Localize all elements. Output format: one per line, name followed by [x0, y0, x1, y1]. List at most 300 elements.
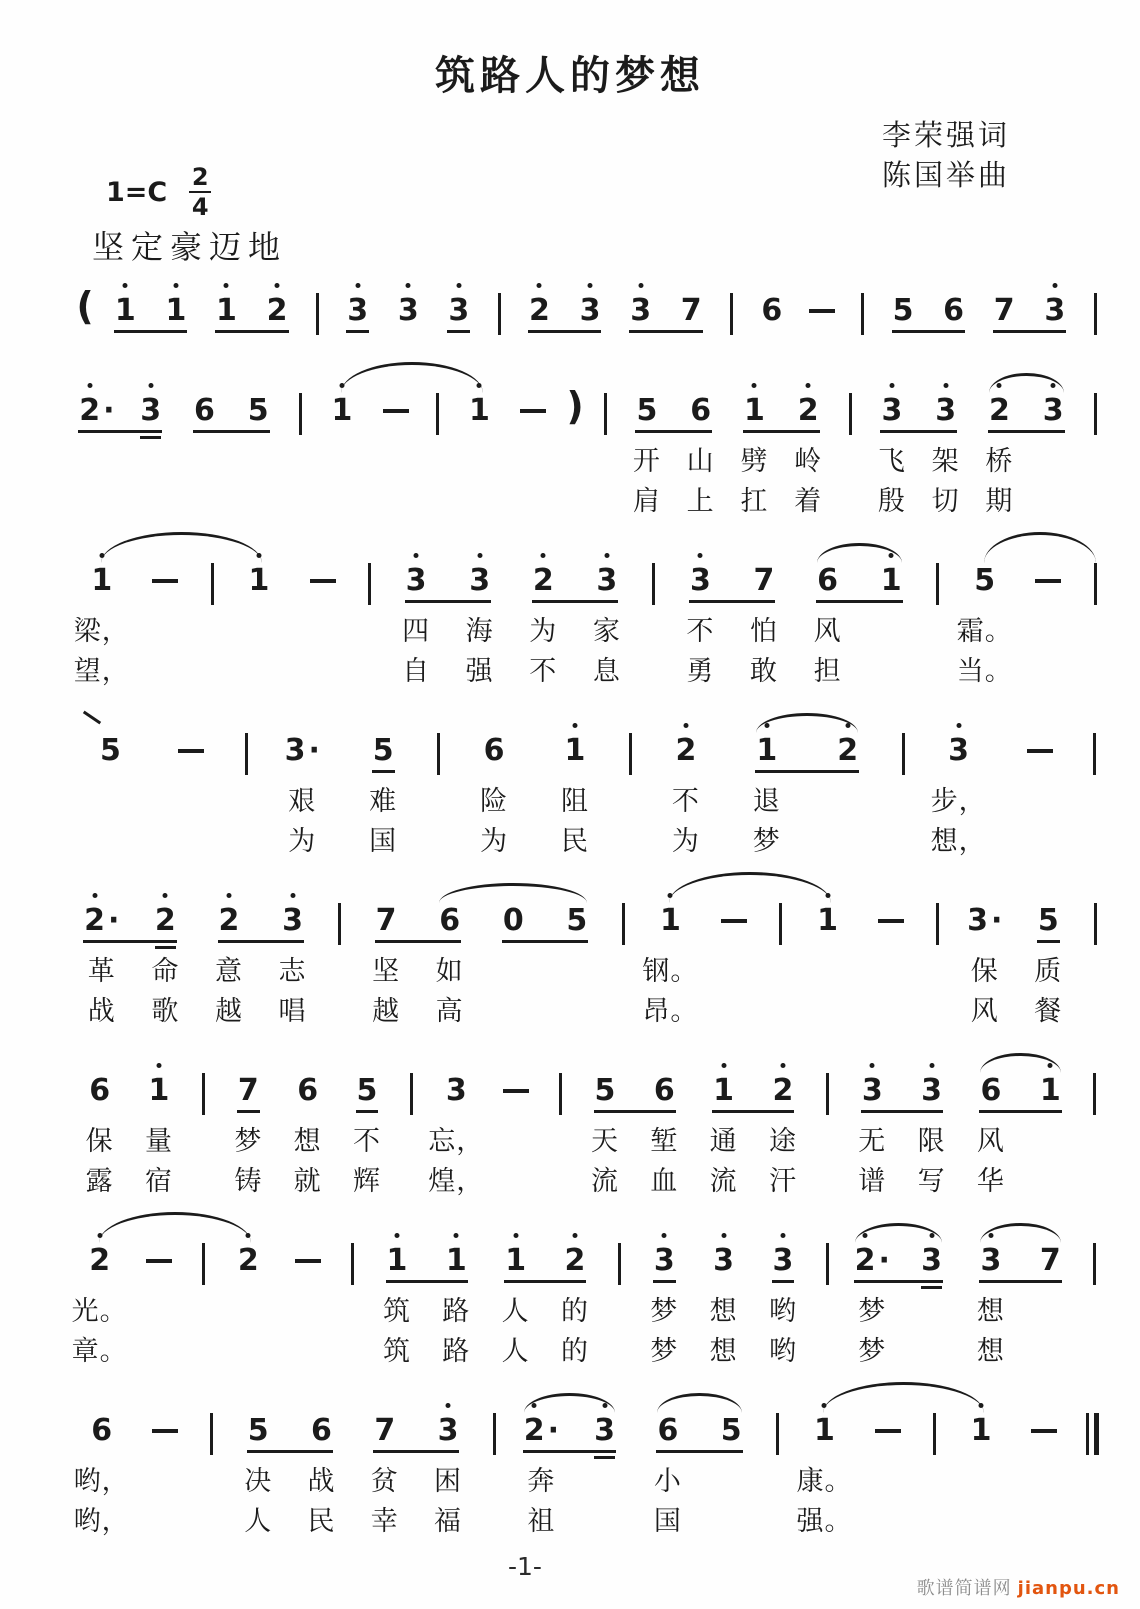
note-cell	[70, 1048, 129, 1200]
barline	[609, 878, 639, 945]
barline	[197, 1388, 227, 1455]
beam-underline	[532, 600, 618, 603]
final-barline-stroke	[1094, 1413, 1099, 1455]
lyric-verse2: 煌，	[428, 1166, 485, 1196]
note-cell	[353, 1388, 416, 1540]
lyric-verse2: 的	[560, 1336, 589, 1366]
lyric-verse1: 无	[858, 1126, 887, 1156]
note-digit: 6	[657, 1413, 679, 1448]
note-cell	[384, 538, 448, 690]
barline-lines	[338, 878, 341, 945]
beam-underline	[523, 1450, 616, 1453]
barline-lines	[498, 268, 501, 335]
lyric-verse1: 哟	[768, 1296, 797, 1326]
lyric-verse2: 铸	[234, 1166, 263, 1196]
lyric-verse1: 决	[244, 1466, 273, 1496]
note-cell	[918, 708, 999, 860]
lyric-verse1: 保	[970, 956, 999, 986]
barline-stroke	[629, 733, 632, 775]
lyric-verse2: 战	[87, 996, 116, 1026]
lyric-verse2: 想，	[930, 826, 987, 856]
lyric-verse1: 霜。	[956, 616, 1013, 646]
note-cell	[354, 878, 418, 1030]
score-line	[70, 1388, 1110, 1540]
lyric-verse1: 不	[686, 616, 715, 646]
note-cell	[728, 368, 782, 520]
note-digit: 1	[331, 393, 353, 428]
note-digit: 6	[761, 293, 783, 328]
lyric-verse2: 民	[307, 1506, 336, 1536]
note-cell	[694, 1048, 753, 1200]
duration-dash-cell	[151, 708, 232, 753]
barline-stroke	[1093, 1073, 1096, 1115]
augmentation-dot: ·	[108, 903, 120, 938]
note-digit: 3	[948, 733, 970, 768]
lyric-verse2: 切	[931, 486, 960, 516]
lyric-verse1: 想	[709, 1296, 738, 1326]
note-digit: 5	[636, 393, 658, 428]
note-cell	[343, 708, 424, 860]
note-digit: 7	[1039, 1243, 1061, 1278]
note-cell	[454, 708, 535, 860]
slur-tie-arc	[669, 872, 830, 903]
slur-tie-arc	[823, 1382, 984, 1413]
lyric-verse2: 敢	[749, 656, 778, 686]
note-digit: 6	[980, 1073, 1002, 1108]
beam-underline	[114, 330, 187, 333]
barline-stroke	[202, 1243, 205, 1285]
beam-underline	[653, 1280, 676, 1283]
lyric-verse2: 想	[976, 1336, 1005, 1366]
lyric-verse1: 限	[917, 1126, 946, 1156]
augmentation-dot: ·	[308, 733, 320, 768]
beam-underline-sixteenth	[140, 436, 161, 439]
barline	[848, 268, 878, 335]
lyric-verse1: 命	[151, 956, 180, 986]
beam-underline	[78, 430, 162, 433]
beam-underline	[447, 330, 470, 333]
barline-lines	[1094, 268, 1097, 335]
barline-lines	[1094, 368, 1097, 435]
barline	[545, 1048, 575, 1115]
note-cell	[383, 268, 434, 340]
barline-lines	[202, 1048, 205, 1115]
note-digit: 6	[483, 733, 505, 768]
lyric-verse1: 天	[590, 1126, 619, 1156]
note-cell	[669, 538, 733, 690]
duration-dash	[875, 1429, 901, 1433]
note-glyph	[675, 708, 696, 780]
barline-stroke	[436, 393, 439, 435]
beam-underline	[386, 1280, 468, 1283]
key-signature: 1=C	[106, 176, 168, 208]
note-digit: 2	[837, 733, 859, 768]
lyric-verse1: 风	[976, 1126, 1005, 1156]
lyric-verse2: 哟	[768, 1336, 797, 1366]
duration-dash	[383, 409, 409, 413]
barline-stroke	[826, 1243, 829, 1285]
page-number: -1-	[508, 1552, 542, 1581]
barline-lines	[1093, 708, 1096, 775]
lyric-verse2: 流	[590, 1166, 619, 1196]
note-digit: 1	[743, 393, 765, 428]
note-digit: 3	[596, 563, 618, 598]
note-cell	[290, 1388, 353, 1540]
note-digit: 2	[237, 1243, 259, 1278]
note-cell	[337, 1048, 396, 1200]
barline-stroke	[779, 903, 782, 945]
note-cell	[902, 1048, 961, 1200]
note-glyph	[948, 708, 969, 780]
lyric-verse2: 人	[501, 1336, 530, 1366]
barline-lines	[849, 368, 852, 435]
barline-stroke	[210, 1413, 213, 1455]
beam-underline	[988, 430, 1065, 433]
barline-stroke	[936, 903, 939, 945]
lyric-verse2: 血	[650, 1166, 679, 1196]
note-cell	[486, 1218, 545, 1370]
lyric-verse2: 幸	[370, 1506, 399, 1536]
lyric-verse2: 高	[435, 996, 464, 1026]
note-digit: 2	[988, 393, 1010, 428]
rest-digit: 0	[502, 903, 524, 938]
note-digit: 5	[892, 293, 914, 328]
barline-stroke	[776, 1413, 779, 1455]
duration-dash	[295, 1259, 321, 1263]
barline	[888, 708, 918, 775]
lyric-verse1: 的	[560, 1296, 589, 1326]
barline-lines	[299, 368, 302, 435]
note-glyph	[967, 878, 1002, 950]
beam-underline	[504, 1280, 586, 1283]
note-cell	[620, 368, 674, 520]
note-cell	[261, 878, 325, 1030]
lyric-verse2: 梦	[858, 1336, 887, 1366]
note-digit: 1	[817, 903, 838, 938]
lyric-verse1: 奔	[527, 1466, 556, 1496]
note-glyph	[565, 708, 586, 780]
note-digit: 5	[247, 393, 269, 428]
beam-underline	[689, 600, 775, 603]
barline	[763, 1388, 793, 1455]
note-digit: 3	[980, 1243, 1002, 1278]
barline-stroke	[559, 1073, 562, 1115]
note-digit: 2	[523, 1413, 545, 1448]
note-digit: 1	[814, 1413, 835, 1448]
note-glyph	[285, 708, 320, 780]
barline-lines	[351, 1218, 354, 1285]
note-digit: 1	[148, 1073, 170, 1108]
barline	[337, 1218, 367, 1285]
note-digit: 3	[935, 393, 957, 428]
lyric-verse2: 宿	[144, 1166, 173, 1196]
note-cell	[1017, 878, 1081, 1030]
beam-underline	[755, 770, 859, 773]
barline-stroke	[338, 903, 341, 945]
barline	[354, 538, 384, 605]
lyric-verse2: 不	[529, 656, 558, 686]
lyric-verse1: 险	[480, 786, 509, 816]
beam-underline	[712, 1110, 794, 1113]
tempo-marking: 坚定豪迈地	[92, 229, 288, 265]
barline-stroke	[618, 1243, 621, 1285]
barline-lines	[622, 878, 625, 945]
duration-dash-cell	[486, 1048, 545, 1093]
watermark-site-url: jianpu.cn	[1017, 1578, 1120, 1599]
note-digit: 2	[218, 903, 240, 938]
lyric-verse2: 殷	[877, 486, 906, 516]
note-digit: 1	[756, 733, 778, 768]
score-line	[70, 708, 1110, 860]
beam-underline	[373, 1450, 459, 1453]
duration-dash-cell	[797, 268, 848, 313]
beam-underline	[528, 330, 601, 333]
barline-stroke	[351, 1243, 354, 1285]
lyric-verse1: 梦	[650, 1296, 679, 1326]
note-digit: 5	[566, 903, 588, 938]
beam-underline	[215, 330, 288, 333]
note-digit: 3	[405, 563, 427, 598]
barline-lines	[368, 538, 371, 605]
note-digit: 1	[880, 563, 902, 598]
lyric-verse1: 梦	[234, 1126, 263, 1156]
note-digit: 2	[532, 563, 554, 598]
composer-credit: 陈国举曲	[881, 160, 1010, 192]
beam-underline	[635, 430, 712, 433]
barline-stroke	[604, 393, 607, 435]
lyric-verse2: 国	[369, 826, 398, 856]
note-cell	[197, 878, 261, 1030]
note-cell	[747, 268, 798, 340]
note-cell	[511, 538, 575, 690]
lyric-verse2: 勇	[686, 656, 715, 686]
note-digit: 1	[386, 1243, 408, 1278]
barline	[302, 268, 332, 335]
lyric-verse2: 国	[653, 1506, 682, 1536]
note-cell	[70, 708, 151, 860]
note-cell	[134, 878, 198, 1030]
duration-dash	[878, 919, 904, 923]
note-digit: 7	[753, 563, 775, 598]
barline-lines	[826, 1218, 829, 1285]
key-and-time-signature	[106, 164, 211, 220]
beam-underline	[356, 1110, 379, 1113]
note-digit: 2	[84, 903, 106, 938]
beam-underline	[502, 940, 588, 943]
lyric-verse2: 越	[214, 996, 243, 1026]
note-cell	[545, 1218, 604, 1370]
duration-dash	[809, 309, 835, 313]
barline-stroke	[861, 293, 864, 335]
note-cell	[367, 1218, 426, 1370]
barline	[717, 268, 747, 335]
barline-lines	[618, 1218, 621, 1285]
beam-underline	[247, 1450, 333, 1453]
barline-stroke	[316, 293, 319, 335]
note-glyph	[484, 708, 505, 780]
barline-lines	[936, 878, 939, 945]
note-cell	[124, 368, 178, 520]
lyric-verse1: 如	[435, 956, 464, 986]
note-digit: 5	[356, 1073, 378, 1108]
note-cell	[753, 1218, 812, 1370]
beam-underline	[1037, 940, 1060, 943]
barline	[1080, 268, 1110, 335]
note-cell	[535, 708, 616, 860]
note-digit: 3	[469, 563, 491, 598]
note-digit: 3	[1042, 393, 1064, 428]
note-cell	[575, 538, 639, 690]
lyric-verse2: 当。	[956, 656, 1013, 686]
barline-stroke	[936, 563, 939, 605]
barline-stroke	[245, 733, 248, 775]
note-digit: 3	[881, 393, 903, 428]
lyric-verse2: 写	[917, 1166, 946, 1196]
note-digit: 6	[193, 393, 215, 428]
note-digit: 6	[311, 1413, 332, 1448]
time-signature-denominator: 4	[191, 193, 209, 221]
slur-tie-arc	[984, 532, 1096, 563]
barline	[835, 368, 865, 435]
note-digit: 2	[675, 733, 697, 768]
note-digit: 5	[247, 1413, 269, 1448]
lyric-verse1: 途	[768, 1126, 797, 1156]
lyric-verse2: 想	[709, 1336, 738, 1366]
barline-lines	[245, 708, 248, 775]
beam-underline	[346, 330, 369, 333]
note-digit: 2	[797, 393, 819, 428]
barline-stroke	[1086, 1413, 1089, 1455]
slur-tie-arc	[101, 532, 262, 563]
note-digit: 5	[100, 733, 121, 768]
barline	[324, 878, 354, 945]
note-digit: 6	[89, 1073, 111, 1108]
note-digit: 5	[372, 733, 394, 768]
lyric-verse2: 梦	[650, 1336, 679, 1366]
lyric-verse1: 阻	[560, 786, 589, 816]
barline-stroke	[730, 293, 733, 335]
beam-underline	[372, 770, 395, 773]
note-digit: 5	[1037, 903, 1059, 938]
note-digit: 5	[720, 1413, 742, 1448]
beam-underline	[772, 1280, 795, 1283]
barline-stroke	[1094, 563, 1097, 605]
duration-dash-cell	[133, 1388, 196, 1433]
lyric-verse2: 昂。	[642, 996, 699, 1026]
lyric-verse2: 汗	[768, 1166, 797, 1196]
note-cell	[262, 708, 343, 860]
lyric-verse2: 流	[709, 1166, 738, 1196]
duration-dash-cell	[506, 368, 560, 413]
note-cell	[278, 1048, 337, 1200]
note-cell	[178, 368, 232, 520]
barline-stroke	[410, 1073, 413, 1115]
barline-lines	[1094, 878, 1097, 945]
note-digit: 6	[817, 563, 838, 598]
beam-underline	[405, 600, 491, 603]
note-digit: 2	[564, 1243, 586, 1278]
lyric-verse2: 期	[985, 486, 1014, 516]
note-cell	[694, 1218, 753, 1370]
barline	[484, 268, 514, 335]
lyric-verse2: 筑	[382, 1336, 411, 1366]
note-glyph	[446, 1048, 467, 1120]
lyric-verse1: 开	[632, 446, 661, 476]
lyric-verse1: 战	[307, 1466, 336, 1496]
barline-lines	[316, 268, 319, 335]
note-cell	[231, 368, 285, 520]
barline-lines	[902, 708, 905, 775]
duration-dash-cell	[278, 1218, 337, 1263]
barline-stroke	[368, 563, 371, 605]
note-digit: 3	[921, 1073, 943, 1108]
barline-lines	[1093, 1218, 1096, 1285]
note-digit: 1	[564, 733, 586, 768]
note-digit: 3	[284, 733, 306, 768]
barline	[923, 878, 953, 945]
lyric-verse1: 为	[529, 616, 558, 646]
note-digit: 6	[297, 1073, 319, 1108]
barline	[590, 368, 620, 435]
lyric-verse2: 为	[671, 826, 700, 856]
lyric-verse1: 怕	[749, 616, 778, 646]
beam-underline	[629, 330, 702, 333]
augmentation-dot: ·	[103, 393, 115, 428]
lyric-verse1: 钢。	[642, 956, 699, 986]
note-cell	[70, 878, 134, 1030]
beam-underline	[816, 600, 902, 603]
note-cell	[575, 1048, 634, 1200]
lyric-verse1: 康。	[796, 1466, 853, 1496]
note-digit: 3	[1044, 293, 1066, 328]
augmentation-dot: ·	[990, 903, 1003, 938]
watermark	[917, 1574, 1120, 1600]
note-cell	[645, 708, 726, 860]
barline-stroke	[1094, 293, 1097, 335]
note-digit: 3	[630, 293, 652, 328]
lyric-verse2: 为	[288, 826, 317, 856]
lyric-verse1: 海	[465, 616, 494, 646]
lyric-verse1: 质	[1034, 956, 1063, 986]
barline-stroke	[622, 903, 625, 945]
note-digit: 5	[974, 563, 996, 598]
barline-lines	[652, 538, 655, 605]
score-line	[70, 538, 1110, 690]
barline-stroke	[652, 563, 655, 605]
lyric-verse2: 扛	[740, 486, 769, 516]
note-digit: 3	[579, 293, 601, 328]
barline	[1080, 708, 1110, 775]
lyric-verse2: 哟，	[73, 1506, 130, 1536]
barline	[424, 708, 454, 775]
beam-underline	[237, 1110, 260, 1113]
note-digit: 3	[437, 1413, 459, 1448]
lyric-verse1: 梦	[858, 1296, 887, 1326]
note-digit: 1	[91, 563, 113, 598]
lyric-verse1: 志	[278, 956, 307, 986]
barline-stroke	[902, 733, 905, 775]
note-digit: 3	[653, 1243, 675, 1278]
note-digit: 7	[374, 1413, 396, 1448]
barline-stroke	[1094, 393, 1097, 435]
note-digit: 6	[943, 293, 965, 328]
note-cell	[753, 1048, 812, 1200]
note-digit: 2	[772, 1073, 794, 1108]
lyric-verse2: 望，	[73, 656, 130, 686]
lyric-verse2: 自	[402, 656, 431, 686]
note-digit: 3	[861, 1073, 883, 1108]
duration-dash	[310, 579, 336, 583]
